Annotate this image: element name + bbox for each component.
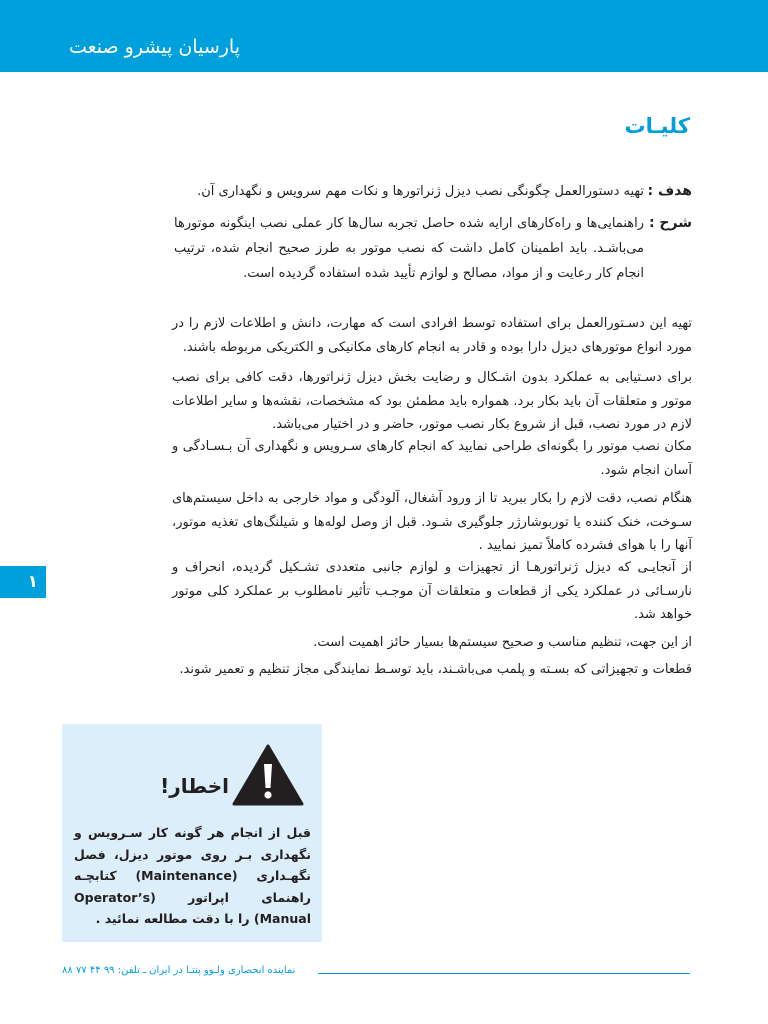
warning-text: قبل از انجام هر گونه کار سـرویس و نگهداری بـر روی موتور دیزل، فصل نگهـداری (Maintenance) کتابچـه راهنمای اپراتور (Operator’s Manual) را با دقت مطالعه نمائید . <box>74 825 311 926</box>
definition-goal <box>172 179 692 204</box>
chapter-tab <box>0 566 46 598</box>
body-paragraph: هنگام نصب، دقت لازم را بکار ببرید تا از ورود آشغال، آلودگی و مواد خارجی به داخل سیستم‌های سـوخت، خنک کننده یا توربوشارژر جلوگیری شـود. قبل از وصل لوله‌ها و شیلنگ‌های تغذیه موتور، آنها را با هوای فشرده کاملاً تمیز نمایید . <box>172 491 692 553</box>
footer-divider <box>318 973 690 974</box>
warning-title: اخطار! <box>160 774 229 798</box>
body-paragraph: تهیه این دسـتورالعمل برای استفاده توسط افرادی است که مهارت، دانش و اطلاعات لازم را در مورد انواع موتورهای دیزل دارا بوده و قادر به انجام کارهای مکانیکی و الکتریکی مربوطه باشند. <box>172 316 692 355</box>
warning-box <box>62 724 322 942</box>
body-paragraph: از این جهت، تنظیم مناسب و صحیح سیستم‌ها بسیار حائز اهمیت است. <box>313 635 692 650</box>
body-paragraph: قطعات و تجهیزاتی که بسـته و پلمب می‌باشـند، باید توسـط نمایندگی مجاز تنظیم و تعمیر شوند. <box>179 662 692 677</box>
footer-text: نماینده انحصاری ولـوو پنتـا در ایران ـ تلفن: ۹۹ ۴۴ ۷۷ ۸۸ <box>62 965 296 976</box>
warning-triangle-icon <box>232 744 304 806</box>
header-title: پارسیان پیشرو صنعت <box>68 36 240 58</box>
header-bar <box>0 0 768 72</box>
body-paragraph: مکان نصب موتور را بگونه‌ای طراحی نمایید که انجام کارهای سـرویس و نگهداری آن بـسـادگی و آسان انجام شود. <box>172 439 692 478</box>
section-title: کلیـات <box>624 114 690 138</box>
chapter-number: ١ <box>27 572 38 592</box>
definition-description <box>172 211 692 291</box>
definition-label: هدف : <box>647 183 692 199</box>
definition-text: راهنمایی‌ها و راه‌کارهای ارایه شده حاصل تجربه سال‌ها کار عملی نصب اینگونه موتورها می‌باشـد. باید اطمینان کامل داشت که نصب موتور به طرز صحیح انجام شده، ترتیب انجام کار رعایت و از مواد، مصالح و لوازم تأیید شده استفاده گردیده است. <box>174 216 644 281</box>
definition-text: تهیه دستورالعمل چگونگی نصب دیزل ژنراتورها و نکات مهم سرویس و نگهداری آن. <box>197 184 644 199</box>
body-paragraph: برای دسـتیابی به عملکرد بدون اشـکال و رضایت بخش دیزل ژنراتورها، دقت کافی برای نصب موتور و متعلقات آن باید بکار برد. همواره باید مطمئن بود که مشخصات، نقشه‌ها و سایر اطلاعات لازم در مورد نصب، قبل از شروع بکار نصب موتور، حاضر و در اختیار می‌باشد. <box>172 370 692 432</box>
definition-label: شرح : <box>648 215 692 231</box>
body-paragraph: از آنجایـی که دیزل ژنراتورهـا از تجهیزات و لوازم جانبی متعددی تشـکیل گردیده، انحراف و نارسـائی در عملکرد یکی از قطعات و متعلقات آن موجـب تأثیر نامطلوب بر عملکرد کلی موتور خواهد شد. <box>172 560 692 622</box>
